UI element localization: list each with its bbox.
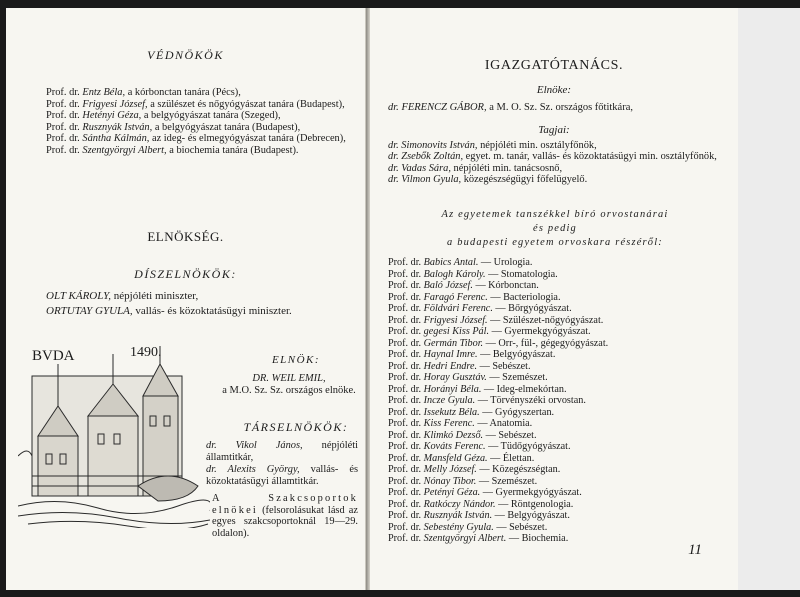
- vednok-entry: [46, 145, 351, 157]
- szakcsoport-note: [212, 493, 358, 539]
- tag-entry: [388, 151, 728, 162]
- professor-entry: Prof. dr. Kováts Ferenc. — Tüdőgyógyászat.: [388, 441, 571, 452]
- entry-text: az ideg- és elmegyógyászat tanára (Debrecen),: [149, 133, 346, 145]
- professor-entry: Prof. dr. Germán Tibor. — Orr-, fül-, gégegyógyászat.: [388, 337, 609, 349]
- entry-field: Sebészet.: [509, 521, 548, 533]
- entry-prefix: dr.: [388, 174, 399, 186]
- entry-text: népjóléti min. tanácsosnő,: [450, 162, 563, 174]
- elnok-name: DR. WEIL EMIL,: [252, 373, 326, 384]
- elnoke-heading: Elnöke:: [536, 84, 572, 96]
- entry-name: Klimkó Dezső.: [423, 429, 484, 441]
- professor-entry: Prof. dr. Babics Antal. — Urologia.: [388, 257, 533, 268]
- entry-prefix: Prof. dr.: [388, 487, 422, 498]
- entry-prefix: Prof. dr.: [388, 510, 422, 521]
- entry-name: Horányi Béla.: [423, 383, 482, 395]
- entry-name: Kiss Ferenc.: [423, 418, 475, 429]
- professor-entry: Prof. dr. Issekutz Béla. — Gyógyszertan.: [388, 406, 555, 418]
- entry-field: Urologia.: [493, 257, 533, 268]
- entry-prefix: Prof. dr.: [388, 383, 422, 395]
- entry-prefix: Prof. dr.: [388, 418, 422, 429]
- entry-name: Szentgyörgyi Albert.: [423, 533, 507, 544]
- entry-name: Frigyesi József.: [423, 314, 488, 326]
- entry-prefix: Prof. dr.: [46, 87, 80, 98]
- tarselnokok-list: [206, 440, 358, 488]
- tag-entry: [388, 140, 728, 151]
- entry-name: Mansfeld Géza.: [423, 452, 488, 464]
- entry-text: közegészségügyi főfelügyelő.: [461, 174, 588, 186]
- entry-prefix: Prof. dr.: [388, 475, 422, 487]
- professor-entry: Prof. dr. Incze Gyula. — Törvényszéki orvostan.: [388, 395, 586, 406]
- entry-field: Röntgenologia.: [510, 498, 574, 510]
- entry-field: Szemészet.: [491, 475, 538, 487]
- professor-entry: Prof. dr. Horay Gusztáv. — Szemészet.: [388, 372, 548, 383]
- entry-name: Balogh Károly.: [423, 268, 486, 280]
- entry-prefix: Prof. dr.: [388, 349, 422, 360]
- entry-name: Issekutz Béla.: [423, 406, 480, 418]
- entry-text: a biochemia tanára (Budapest).: [166, 144, 299, 156]
- entry-prefix: Prof. dr.: [388, 257, 422, 268]
- professor-entry: Prof. dr. Hedri Endre. — Sebészet.: [388, 360, 531, 372]
- background-edge: [738, 8, 800, 590]
- entry-prefix: Prof. dr.: [388, 464, 422, 475]
- vednok-entry: [46, 87, 351, 99]
- entry-name: Sántha Kálmán,: [82, 133, 150, 145]
- illustration-caption-right: 1490.: [130, 345, 162, 360]
- elnok-block: [214, 373, 364, 397]
- entry-prefix: Prof. dr.: [46, 110, 80, 122]
- entry-name: Szentgyörgyi Albert,: [82, 144, 167, 156]
- entry-name: Horay Gusztáv.: [423, 372, 487, 383]
- tagjai-list: [388, 140, 728, 186]
- entry-text: a belgyógyászat tanára (Szeged),: [141, 110, 281, 122]
- entry-prefix: Prof. dr.: [388, 452, 422, 464]
- professor-entry: Prof. dr. Haynal Imre. — Belgyógyászat.: [388, 349, 556, 360]
- entry-name: Baló József.: [423, 280, 473, 291]
- entry-prefix: Prof. dr.: [388, 441, 422, 452]
- entry-field: Gyermekgyógyászat.: [495, 487, 582, 498]
- vednok-entry: [46, 99, 351, 111]
- entry-field: Orr-, fül-, gégegyógyászat.: [498, 337, 609, 349]
- elnoke-entry: [388, 102, 728, 113]
- professor-entry: Prof. dr. Balogh Károly. — Stomatologia.: [388, 268, 558, 280]
- elnok-heading: ELNÖK:: [271, 354, 321, 366]
- entry-field: Sebészet.: [498, 429, 537, 441]
- entry-name: Simonovits István,: [401, 140, 478, 151]
- professor-entry: Prof. dr. Sebestény Gyula. — Sebészet.: [388, 521, 548, 533]
- entry-name: FERENCZ GÁBOR,: [401, 102, 487, 113]
- professor-entry: Prof. dr. Kiss Ferenc. — Anatomia.: [388, 418, 533, 429]
- entry-prefix: Prof. dr.: [46, 144, 80, 156]
- diszelnok-entry: [46, 289, 356, 304]
- entry-field: Biochemia.: [521, 533, 569, 544]
- entry-name: Földvári Ferenc.: [423, 303, 493, 314]
- entry-field: Gyermekgyógyászat.: [504, 326, 591, 337]
- vednokok-list: [46, 87, 351, 157]
- right-page: [370, 8, 738, 590]
- entry-prefix: Prof. dr.: [388, 360, 422, 372]
- professor-entry: Prof. dr. gegesi Kiss Pál. — Gyermekgyógyászat.: [388, 326, 591, 337]
- entry-prefix: Prof. dr.: [388, 521, 422, 533]
- tarselnokok-heading: TÁRSELNÖKÖK:: [243, 420, 349, 434]
- entry-prefix: dr.: [388, 162, 399, 174]
- entry-prefix: Prof. dr.: [388, 326, 422, 337]
- professor-entry: Prof. dr. Klimkó Dezső. — Sebészet.: [388, 429, 537, 441]
- tanszek-heading-line-1: Az egyetemek tanszékkel bíró orvostanárai: [441, 209, 669, 220]
- entry-name: Rusznyák István.: [423, 510, 493, 521]
- entry-field: Közegészségtan.: [492, 464, 561, 475]
- entry-name: Vadas Sára,: [401, 162, 451, 174]
- entry-prefix: Prof. dr.: [388, 268, 422, 280]
- entry-field: Bőrgyógyászat.: [508, 303, 572, 314]
- professor-entry: Prof. dr. Rusznyák István. — Belgyógyászat.: [388, 510, 570, 521]
- entry-field: Gyógyszertan.: [494, 406, 555, 418]
- professor-list: [388, 257, 728, 545]
- entry-name: Babics Antal.: [423, 257, 479, 268]
- entry-prefix: dr.: [388, 102, 399, 113]
- entry-field: Törvényszéki orvostan.: [490, 395, 586, 406]
- tanszek-heading-line-3: a budapesti egyetem orvoskara részéről:: [447, 237, 663, 248]
- entry-text: a kórbonctan tanára (Pécs),: [125, 87, 241, 98]
- professor-entry: Prof. dr. Ratkóczy Nándor. — Röntgenologia.: [388, 498, 574, 510]
- entry-prefix: dr.: [388, 151, 399, 163]
- entry-name: Vilmon Gyula,: [401, 174, 462, 186]
- tarselnok-entry: [206, 464, 358, 488]
- tagjai-heading: Tagjai:: [538, 124, 570, 136]
- entry-name: Nónay Tibor.: [423, 475, 477, 487]
- entry-name: ORTUTAY GYULA,: [46, 305, 133, 317]
- vednok-entry: [46, 110, 351, 122]
- entry-prefix: Prof. dr.: [388, 314, 422, 326]
- entry-name: Entz Béla,: [82, 87, 126, 98]
- entry-text: vallás- és közoktatásügyi miniszter.: [132, 305, 292, 317]
- entry-prefix: Prof. dr.: [46, 98, 80, 110]
- entry-field: Kórbonctan.: [488, 280, 539, 291]
- vednok-entry: [46, 133, 351, 145]
- entry-prefix: Prof. dr.: [388, 395, 422, 406]
- entry-text: a M. O. Sz. Sz. országos főtitkára,: [486, 102, 633, 113]
- szakcsoport-note-rest: (felsorolásukat lásd az egyes szakcsoportoknál 19—29. oldalon).: [212, 504, 358, 539]
- entry-prefix: dr.: [388, 140, 399, 151]
- entry-text: vallás- és közoktatásügyi államtitkár.: [206, 464, 358, 487]
- entry-prefix: Prof. dr.: [388, 429, 422, 441]
- entry-field: Sebészet.: [492, 360, 531, 372]
- tanszek-heading-line-2: és pedig: [533, 223, 577, 234]
- professor-entry: Prof. dr. Horányi Béla. — Ideg-elmekórtan.: [388, 383, 567, 395]
- entry-field: Belgyógyászat.: [507, 510, 570, 521]
- tag-entry: [388, 163, 728, 174]
- vednok-entry: [46, 122, 351, 134]
- tanszek-heading: [382, 208, 728, 250]
- entry-name: Haynal Imre.: [423, 349, 478, 360]
- entry-prefix: Prof. dr.: [388, 372, 422, 383]
- entry-name: OLT KÁROLY,: [46, 290, 111, 302]
- diszelnokok-heading: DÍSZELNÖKÖK:: [134, 267, 237, 281]
- entry-prefix: Prof. dr.: [388, 337, 422, 349]
- professor-entry: Prof. dr. Szentgyörgyi Albert. — Biochemia.: [388, 533, 569, 544]
- entry-text: népjóléti min. osztályfőnök,: [477, 140, 597, 151]
- entry-name: Petényi Géza.: [423, 487, 481, 498]
- entry-prefix: Prof. dr.: [388, 291, 422, 303]
- szakcsoport-note-spaced: A Szakcsoportok elnökei: [212, 493, 358, 516]
- entry-name: Hedri Endre.: [423, 360, 478, 372]
- entry-text: népjóléti miniszter,: [111, 290, 199, 302]
- entry-name: Sebestény Gyula.: [423, 521, 494, 533]
- entry-field: Szülészet-nőgyógyászat.: [502, 314, 604, 326]
- professor-entry: Prof. dr. Petényi Géza. — Gyermekgyógyászat.: [388, 487, 582, 498]
- tag-entry: [388, 174, 728, 185]
- entry-name: gegesi Kiss Pál.: [423, 326, 490, 337]
- buda-castle-illustration: [18, 336, 210, 528]
- professor-entry: Prof. dr. Mansfeld Géza. — Élettan.: [388, 452, 535, 464]
- entry-name: Melly József.: [423, 464, 477, 475]
- entry-text: egyet. m. tanár, vallás- és közoktatásügyi min. osztályfőnök,: [463, 151, 717, 163]
- entry-prefix: Prof. dr.: [388, 280, 422, 291]
- professor-entry: Prof. dr. Frigyesi József. — Szülészet-nőgyógyászat.: [388, 314, 604, 326]
- entry-text: a szülészet és nőgyógyászat tanára (Budapest),: [147, 98, 345, 110]
- entry-name: dr. Vikol János,: [206, 440, 303, 451]
- professor-entry: Prof. dr. Faragó Ferenc. — Bacteriologia.: [388, 291, 561, 303]
- professor-entry: Prof. dr. Nónay Tibor. — Szemészet.: [388, 475, 538, 487]
- entry-text: népjóléti államtitkár,: [206, 440, 358, 463]
- entry-field: Élettan.: [502, 452, 535, 464]
- entry-name: Hetényi Géza,: [82, 110, 142, 122]
- entry-prefix: Prof. dr.: [46, 133, 80, 145]
- entry-text: a belgyógyászat tanára (Budapest),: [152, 121, 301, 133]
- entry-field: Ideg-elmekórtan.: [496, 383, 567, 395]
- entry-name: Faragó Ferenc.: [423, 291, 488, 303]
- entry-name: Frigyesi József,: [82, 98, 148, 110]
- igazgatotanacs-heading: IGAZGATÓTANÁCS.: [484, 58, 624, 73]
- elnokseg-heading: ELNÖKSÉG.: [147, 229, 224, 244]
- entry-prefix: Prof. dr.: [46, 121, 80, 133]
- professor-entry: Prof. dr. Baló József. — Kórbonctan.: [388, 280, 539, 291]
- entry-field: Szemészet.: [502, 372, 548, 383]
- entry-prefix: Prof. dr.: [388, 498, 422, 510]
- entry-prefix: Prof. dr.: [388, 406, 422, 418]
- elnok-role: a M.O. Sz. Sz. országos elnöke.: [222, 385, 356, 396]
- entry-name: Kováts Ferenc.: [423, 441, 486, 452]
- entry-name: Ratkóczy Nándor.: [423, 498, 496, 510]
- diszelnok-entry: [46, 304, 356, 319]
- diszelnokok-list: [46, 289, 356, 319]
- entry-prefix: Prof. dr.: [388, 533, 422, 544]
- entry-field: Tüdőgyógyászat.: [500, 441, 571, 452]
- tarselnok-entry: [206, 440, 358, 464]
- entry-prefix: Prof. dr.: [388, 303, 422, 314]
- entry-name: dr. Alexits György,: [206, 464, 300, 475]
- left-page: [6, 8, 366, 590]
- professor-entry: Prof. dr. Melly József. — Közegészségtan.: [388, 464, 561, 475]
- entry-field: Stomatologia.: [500, 268, 558, 280]
- entry-name: Rusznyák István,: [82, 121, 153, 133]
- entry-name: Zsebők Zoltán,: [401, 151, 464, 163]
- page-number: 11: [688, 542, 702, 558]
- entry-field: Belgyógyászat.: [492, 349, 556, 360]
- entry-name: Germán Tibor.: [423, 337, 484, 349]
- illustration-caption-left: BVDA: [32, 348, 75, 364]
- vednokok-heading: VÉDNÖKÖK: [147, 48, 224, 62]
- entry-field: Anatomia.: [489, 418, 533, 429]
- entry-field: Bacteriologia.: [503, 291, 561, 303]
- entry-name: Incze Gyula.: [423, 395, 476, 406]
- professor-entry: Prof. dr. Földvári Ferenc. — Bőrgyógyászat.: [388, 303, 572, 314]
